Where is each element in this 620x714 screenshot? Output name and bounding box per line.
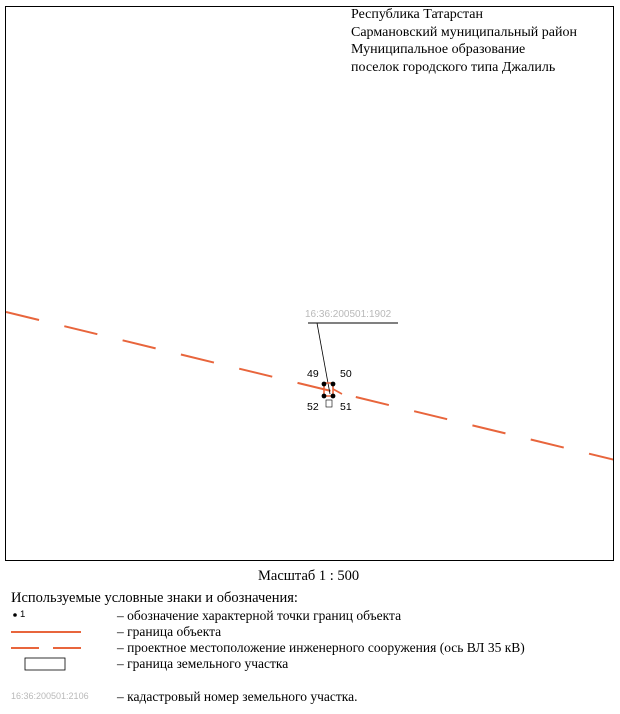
- legend-cadastral-text: – кадастровый номер земельного участка.: [117, 689, 358, 704]
- legend-title: Используемые условные знаки и обозначения:: [11, 590, 298, 606]
- header-republic: Республика Татарстан: [351, 7, 484, 22]
- legend-structure-axis-text: – проектное местоположение инженерного сооружения (ось ВЛ 35 кВ): [117, 640, 525, 655]
- legend-cadastral-symbol: [11, 688, 111, 705]
- legend-parcel-boundary-symbol: [11, 655, 111, 672]
- legend-point-text: – обозначение характерной точки границ объекта: [117, 608, 402, 623]
- map-canvas: [6, 7, 614, 561]
- power-line-axis: [6, 312, 614, 460]
- legend-item-parcel-boundary: [11, 655, 611, 672]
- legend-point-symbol: [11, 607, 111, 624]
- point-49: [322, 382, 327, 387]
- legend-item-point: [11, 607, 611, 624]
- map-frame: [5, 6, 614, 561]
- point-52: [322, 394, 327, 399]
- legend-item-cadastral-number: [11, 688, 611, 705]
- legend-cadastral-sample: 16:36:200501:2106: [11, 691, 89, 701]
- map-header: [351, 6, 577, 76]
- header-municipality: Муниципальное образование: [351, 42, 526, 57]
- legend-structure-axis-symbol: [11, 639, 111, 656]
- legend-object-boundary-text: – граница объекта: [117, 624, 222, 639]
- point-52-label: 52: [307, 401, 319, 413]
- point-50: [331, 382, 336, 387]
- legend-point-number: 1: [20, 609, 26, 620]
- point-51-label: 51: [340, 401, 352, 413]
- map-scale: Масштаб 1 : 500: [258, 568, 360, 584]
- cadastral-number-label: 16:36:200501:1902: [305, 309, 392, 320]
- legend-item-structure-axis: [11, 639, 611, 656]
- legend-object-boundary-symbol: [11, 623, 111, 640]
- header-district: Сармановский муниципальный район: [351, 24, 577, 40]
- legend-parcel-boundary-text: – граница земельного участка: [117, 656, 289, 671]
- point-49-label: 49: [307, 368, 319, 380]
- header-settlement: поселок городского типа Джалиль: [351, 59, 556, 75]
- land-parcel-boundary: [326, 400, 332, 407]
- object-boundary-segment: [333, 389, 342, 394]
- point-51: [331, 394, 336, 399]
- legend-item-object-boundary: [11, 623, 611, 640]
- point-50-label: 50: [340, 368, 352, 380]
